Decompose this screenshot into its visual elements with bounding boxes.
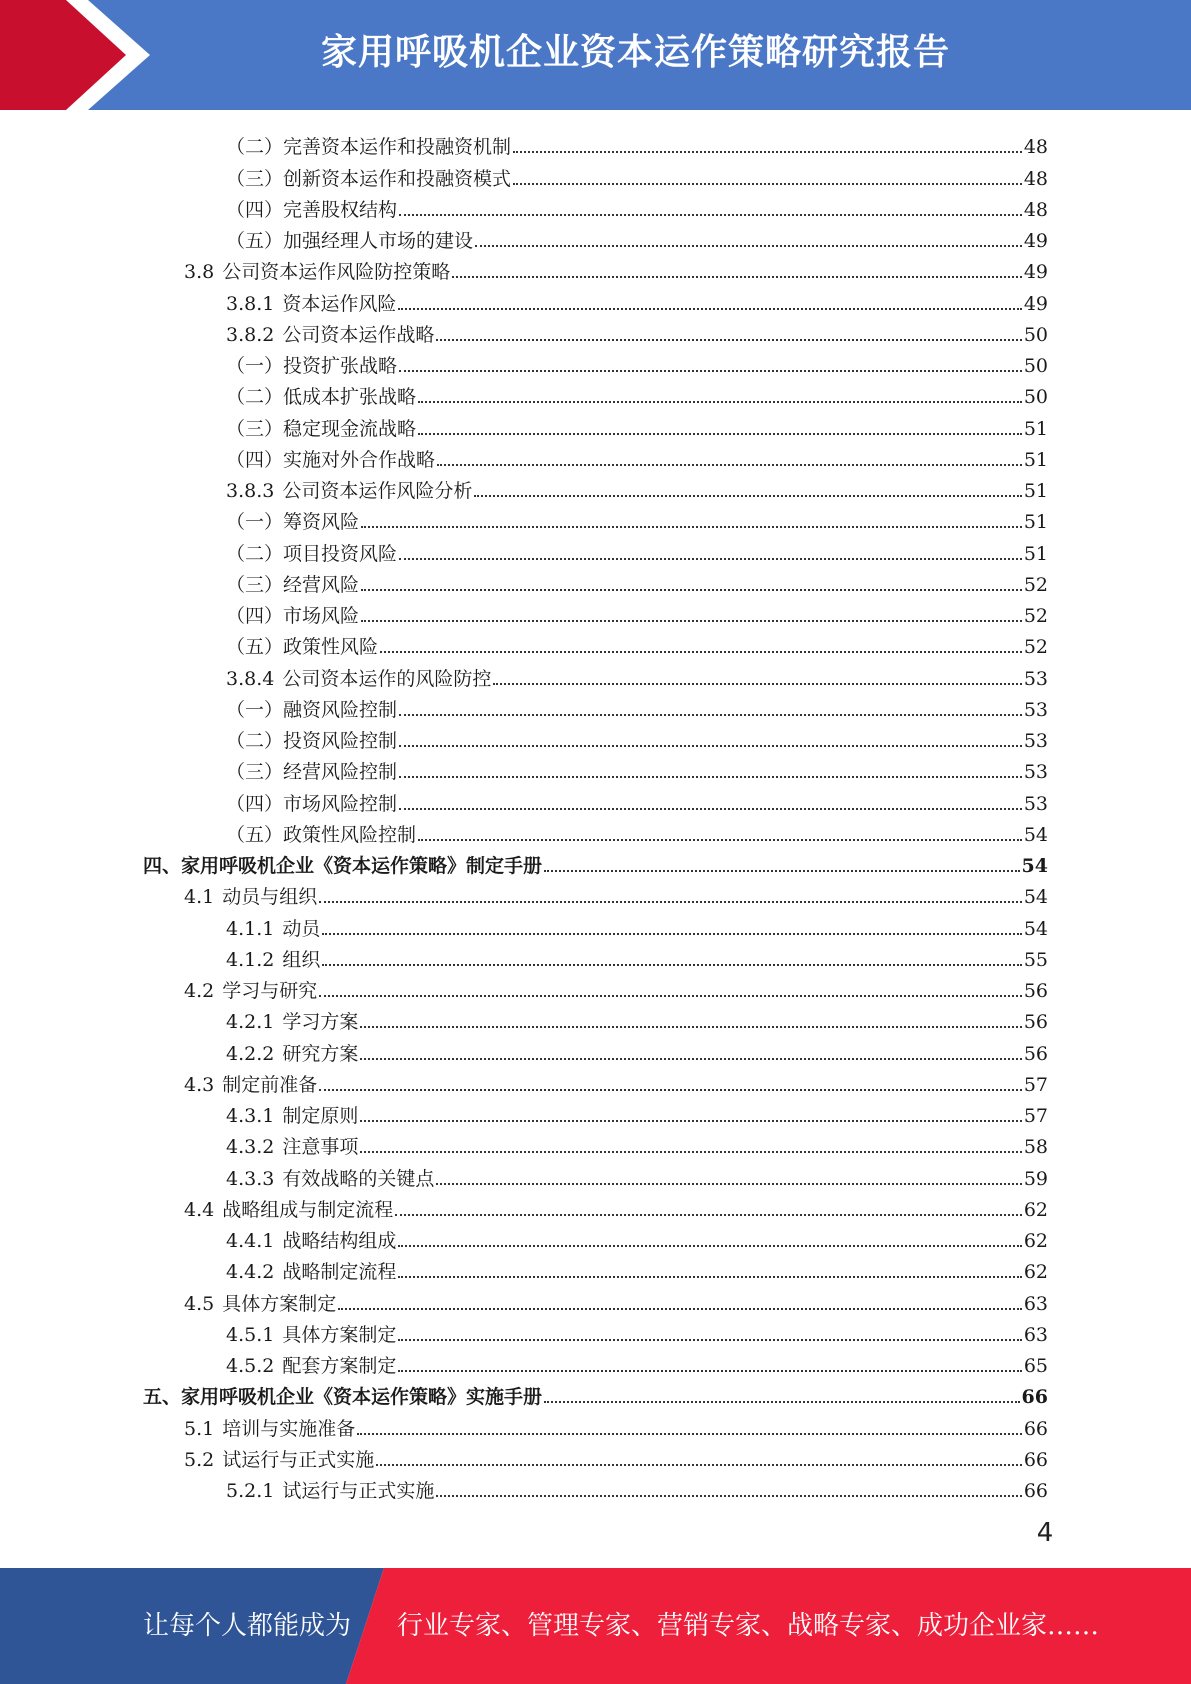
toc-entry-number: 5.1	[184, 1417, 215, 1440]
toc-entry-label	[226, 449, 437, 471]
toc-entry-title: 四、家用呼吸机企业《资本运作策略》制定手册	[143, 855, 543, 877]
toc-entry-title: （二）投资风险控制	[226, 730, 398, 752]
toc-entry-title: 学习与研究	[222, 980, 318, 1002]
toc-entry[interactable]	[0, 721, 1191, 752]
page-number: 4	[1036, 1518, 1054, 1548]
toc-entry[interactable]	[0, 877, 1191, 908]
toc-entry-title: （五）政策性风险控制	[226, 823, 417, 846]
toc-entry[interactable]	[0, 658, 1191, 689]
toc-entry[interactable]	[0, 502, 1191, 533]
toc-entry-page: 51	[1023, 511, 1048, 534]
toc-entry-number: 3.8.2	[226, 323, 275, 346]
toc-dot-leader	[361, 620, 1022, 622]
report-title: 家用呼吸机企业资本运作策略研究报告	[320, 32, 950, 73]
toc-entry-number: 4.2.2	[226, 1042, 275, 1065]
toc-entry-label	[226, 386, 418, 408]
toc-entry-label	[226, 1105, 360, 1127]
toc-entry-label	[226, 1324, 398, 1346]
toc-dot-leader	[493, 683, 1021, 685]
toc-dot-leader	[360, 1026, 1021, 1028]
toc-entry-label	[143, 1386, 544, 1408]
toc-entry[interactable]	[0, 346, 1191, 377]
toc-entry-number: 4.3	[184, 1073, 215, 1096]
toc-entry-page: 49	[1023, 292, 1048, 315]
toc-entry-page: 50	[1023, 355, 1048, 377]
toc-entry-page: 49	[1023, 230, 1048, 252]
toc-entry-label	[184, 1074, 319, 1096]
toc-entry-page: 51	[1023, 448, 1048, 471]
toc-entry-title: （三）创新资本运作和投融资模式	[226, 167, 512, 190]
toc-entry-page: 62	[1023, 1198, 1048, 1221]
toc-entry[interactable]	[0, 1002, 1191, 1033]
toc-entry-title: （三）经营风险控制	[226, 761, 398, 784]
toc-entry-title: 动员与组织	[222, 886, 318, 909]
toc-entry-page: 51	[1023, 417, 1048, 440]
toc-entry-number: 5.2.1	[226, 1480, 275, 1502]
toc-entry-title: 动员	[282, 917, 321, 940]
toc-entry-label	[226, 636, 380, 658]
toc-dot-leader	[452, 276, 1022, 278]
toc-dot-leader	[398, 308, 1021, 310]
toc-entry[interactable]	[0, 971, 1191, 1002]
toc-entry-label	[184, 1199, 395, 1221]
toc-dot-leader	[361, 526, 1022, 528]
toc-dot-leader	[360, 1120, 1021, 1122]
toc-entry-page: 51	[1023, 480, 1048, 502]
toc-entry-title: （二）低成本扩张战略	[226, 386, 417, 409]
toc-entry-page: 65	[1023, 1355, 1048, 1377]
toc-entry-number: 4.2	[184, 980, 215, 1002]
toc-dot-leader	[395, 1214, 1022, 1216]
toc-entry-title: （四）市场风险控制	[226, 792, 398, 815]
toc-entry[interactable]	[0, 1283, 1191, 1314]
toc-entry-title: 注意事项	[282, 1136, 359, 1159]
toc-entry[interactable]	[0, 1408, 1191, 1439]
toc-entry-label	[184, 1293, 338, 1315]
toc-entry-label	[184, 1418, 357, 1440]
toc-entry-page: 66	[1023, 1417, 1048, 1440]
toc-dot-leader	[398, 1339, 1021, 1341]
toc-entry-page: 63	[1023, 1292, 1048, 1315]
toc-entry[interactable]	[0, 221, 1191, 252]
toc-entry-page: 59	[1023, 1167, 1048, 1190]
toc-entry-label	[226, 574, 361, 596]
toc-entry-page: 50	[1023, 386, 1048, 409]
toc-entry-page: 56	[1023, 1042, 1048, 1065]
toc-entry-label	[226, 293, 398, 315]
toc-entry-number: 4.4.2	[226, 1261, 275, 1284]
toc-dot-leader	[399, 776, 1022, 778]
toc-entry[interactable]	[0, 846, 1191, 877]
toc-entry[interactable]	[0, 158, 1191, 189]
toc-entry-title: （三）经营风险	[226, 573, 360, 596]
toc-entry-title: 试运行与正式实施	[222, 1448, 375, 1471]
toc-entry-number: 3.8.4	[226, 667, 275, 690]
toc-entry[interactable]	[0, 783, 1191, 814]
toc-entry-label	[226, 511, 361, 533]
toc-entry-title: （一）融资风险控制	[226, 698, 398, 721]
toc-entry-title: 试运行与正式实施	[282, 1480, 435, 1502]
footer-slogan-right: 行业专家、管理专家、营销专家、战略专家、成功企业家……	[397, 1611, 1100, 1641]
toc-entry-label	[226, 1168, 436, 1190]
toc-entry-title: 资本运作风险	[282, 292, 397, 315]
toc-entry-page: 53	[1023, 730, 1048, 752]
toc-entry[interactable]	[0, 190, 1191, 221]
toc-entry-page: 53	[1023, 667, 1048, 690]
toc-entry[interactable]	[0, 127, 1191, 158]
page-header	[0, 0, 1191, 110]
toc-entry-label	[184, 886, 319, 908]
toc-entry[interactable]	[0, 596, 1191, 627]
toc-entry-title: 配套方案制定	[282, 1355, 397, 1377]
toc-entry-title: （一）筹资风险	[226, 511, 360, 534]
toc-entry-page: 56	[1023, 1011, 1048, 1034]
toc-dot-leader	[399, 370, 1022, 372]
toc-dot-leader	[319, 901, 1022, 903]
toc-entry[interactable]	[0, 1190, 1191, 1221]
toc-entry-title: （三）稳定现金流战略	[226, 417, 417, 440]
toc-entry-label	[226, 199, 399, 221]
toc-entry[interactable]	[0, 690, 1191, 721]
toc-entry[interactable]	[0, 1471, 1191, 1502]
toc-entry-page: 55	[1023, 948, 1048, 971]
toc-entry-title: 组织	[282, 948, 321, 971]
toc-entry-title: 公司资本运作风险防控策略	[222, 261, 451, 284]
toc-entry-label	[226, 136, 513, 158]
toc-entry-title: 五、家用呼吸机企业《资本运作策略》实施手册	[143, 1386, 543, 1409]
footer-slogan-left: 让每个人都能成为	[143, 1611, 352, 1641]
toc-entry-title: 战略组成与制定流程	[222, 1198, 394, 1221]
toc-dot-leader	[361, 589, 1022, 591]
toc-dot-leader	[437, 464, 1022, 466]
toc-entry-page: 56	[1023, 980, 1048, 1002]
toc-entry-label	[226, 1261, 398, 1283]
toc-entry-title: 公司资本运作风险分析	[282, 480, 473, 502]
toc-entry-number: 4.1.1	[226, 917, 275, 940]
toc-entry[interactable]	[0, 1252, 1191, 1283]
toc-entry-number: 4.5.1	[226, 1323, 275, 1346]
toc-entry-page: 54	[1023, 823, 1048, 846]
toc-entry[interactable]	[0, 1158, 1191, 1189]
toc-entry[interactable]	[0, 908, 1191, 939]
toc-entry-label	[226, 543, 399, 565]
toc-entry-number: 4.4	[184, 1198, 215, 1221]
toc-entry[interactable]	[0, 283, 1191, 314]
toc-entry-title: 研究方案	[282, 1042, 359, 1065]
toc-entry-number: 4.2.1	[226, 1011, 275, 1034]
toc-entry-number: 4.3.2	[226, 1136, 275, 1159]
table-of-contents	[0, 127, 1191, 1502]
toc-entry-number: 4.3.3	[226, 1167, 275, 1190]
toc-entry[interactable]	[0, 1096, 1191, 1127]
toc-entry-label	[226, 324, 436, 346]
toc-dot-leader	[475, 245, 1022, 247]
toc-entry-page: 48	[1023, 136, 1048, 159]
toc-entry[interactable]	[0, 1377, 1191, 1408]
toc-entry-page: 48	[1023, 167, 1048, 190]
toc-entry[interactable]	[0, 252, 1191, 283]
toc-entry-page: 52	[1023, 573, 1048, 596]
toc-dot-leader	[319, 995, 1022, 997]
toc-entry-label	[226, 418, 418, 440]
toc-dot-leader	[360, 1151, 1021, 1153]
toc-entry-label	[226, 793, 399, 815]
toc-entry-label	[226, 480, 474, 502]
toc-dot-leader	[513, 183, 1022, 185]
toc-entry-number: 4.3.1	[226, 1105, 275, 1127]
toc-entry-page: 54	[1023, 917, 1048, 940]
toc-entry-title: 学习方案	[282, 1011, 359, 1034]
toc-entry[interactable]	[0, 408, 1191, 439]
toc-dot-leader	[360, 1058, 1021, 1060]
toc-entry-title: （四）实施对外合作战略	[226, 448, 436, 471]
toc-entry-page: 66	[1021, 1386, 1048, 1409]
toc-entry-page: 58	[1023, 1136, 1048, 1159]
toc-entry-label	[226, 1230, 398, 1252]
toc-dot-leader	[513, 151, 1022, 153]
toc-entry-title: 制定原则	[282, 1105, 359, 1127]
toc-entry-page: 49	[1023, 261, 1048, 284]
toc-dot-leader	[319, 1089, 1022, 1091]
page-footer	[0, 1568, 1191, 1684]
toc-entry[interactable]	[0, 940, 1191, 971]
toc-entry-title: （二）项目投资风险	[226, 542, 398, 565]
toc-entry[interactable]	[0, 627, 1191, 658]
toc-entry-label	[226, 761, 399, 783]
toc-dot-leader	[399, 808, 1022, 810]
toc-dot-leader	[399, 745, 1022, 747]
toc-entry[interactable]	[0, 471, 1191, 502]
toc-entry[interactable]	[0, 1346, 1191, 1377]
toc-entry-page: 48	[1023, 198, 1048, 221]
toc-entry-number: 4.1	[184, 886, 215, 909]
toc-entry-number: 5.2	[184, 1448, 215, 1471]
toc-entry-page: 53	[1023, 792, 1048, 815]
toc-entry-page: 51	[1023, 542, 1048, 565]
toc-entry-label	[226, 1355, 398, 1377]
toc-entry-number: 3.8.3	[226, 480, 275, 502]
toc-entry-title: （二）完善资本运作和投融资机制	[226, 136, 512, 159]
toc-dot-leader	[399, 214, 1022, 216]
toc-entry-label	[226, 949, 322, 971]
toc-entry-number: 4.5	[184, 1292, 215, 1315]
toc-entry[interactable]	[0, 752, 1191, 783]
toc-entry-page: 63	[1023, 1323, 1048, 1346]
toc-dot-leader	[357, 1433, 1022, 1435]
toc-entry-title: （一）投资扩张战略	[226, 355, 398, 377]
toc-entry-page: 54	[1021, 855, 1048, 877]
toc-entry-title: 具体方案制定	[282, 1323, 397, 1346]
toc-entry[interactable]	[0, 533, 1191, 564]
toc-entry-label	[143, 855, 544, 877]
toc-entry[interactable]	[0, 1440, 1191, 1471]
toc-entry-title: 公司资本运作的风险防控	[282, 667, 492, 690]
toc-entry-title: 战略结构组成	[282, 1230, 397, 1252]
toc-entry-label	[184, 261, 452, 283]
toc-entry-label	[226, 699, 399, 721]
toc-entry-label	[226, 1043, 360, 1065]
toc-entry-label	[226, 1480, 436, 1502]
toc-dot-leader	[399, 714, 1022, 716]
toc-dot-leader	[544, 1401, 1020, 1403]
toc-entry-page: 50	[1023, 323, 1048, 346]
toc-entry-page: 57	[1023, 1073, 1048, 1096]
toc-dot-leader	[338, 1308, 1022, 1310]
toc-entry-page: 66	[1023, 1448, 1048, 1471]
toc-entry-title: （五）政策性风险	[226, 636, 379, 659]
toc-entry-label	[226, 605, 361, 627]
toc-dot-leader	[418, 839, 1022, 841]
toc-entry-title: 培训与实施准备	[222, 1417, 356, 1440]
toc-entry-label	[226, 668, 493, 690]
toc-entry-label	[226, 168, 513, 190]
toc-dot-leader	[398, 1276, 1021, 1278]
toc-entry[interactable]	[0, 1127, 1191, 1158]
toc-dot-leader	[398, 1370, 1021, 1372]
toc-entry-label	[226, 355, 399, 377]
toc-entry[interactable]	[0, 1065, 1191, 1096]
toc-entry-label	[226, 918, 322, 940]
toc-entry-label	[226, 1136, 360, 1158]
toc-entry[interactable]	[0, 1033, 1191, 1064]
toc-entry-number: 4.1.2	[226, 948, 275, 971]
toc-dot-leader	[474, 495, 1021, 497]
toc-dot-leader	[418, 401, 1022, 403]
toc-dot-leader	[322, 933, 1021, 935]
toc-dot-leader	[436, 339, 1021, 341]
toc-entry-number: 4.4.1	[226, 1230, 275, 1252]
toc-entry[interactable]	[0, 1315, 1191, 1346]
toc-entry-title: （四）完善股权结构	[226, 198, 398, 221]
toc-entry-page: 53	[1023, 761, 1048, 784]
toc-entry[interactable]	[0, 1221, 1191, 1252]
toc-dot-leader	[436, 1183, 1021, 1185]
toc-entry-label	[184, 1449, 376, 1471]
toc-entry-page: 53	[1023, 698, 1048, 721]
toc-entry-title: （四）市场风险	[226, 605, 360, 627]
toc-entry[interactable]	[0, 815, 1191, 846]
toc-entry-page: 57	[1023, 1105, 1048, 1127]
toc-entry[interactable]	[0, 315, 1191, 346]
toc-dot-leader	[398, 1245, 1021, 1247]
toc-entry-page: 62	[1023, 1261, 1048, 1284]
toc-entry-label	[226, 730, 399, 752]
toc-entry-page: 54	[1023, 886, 1048, 909]
toc-dot-leader	[322, 964, 1021, 966]
toc-entry-title: 制定前准备	[222, 1073, 318, 1096]
toc-entry-title: （五）加强经理人市场的建设	[226, 230, 474, 252]
toc-dot-leader	[544, 870, 1020, 872]
toc-entry-number: 4.5.2	[226, 1355, 275, 1377]
toc-entry[interactable]	[0, 440, 1191, 471]
toc-entry-title: 有效战略的关键点	[282, 1167, 435, 1190]
toc-dot-leader	[418, 433, 1022, 435]
toc-entry-page: 62	[1023, 1230, 1048, 1252]
toc-dot-leader	[436, 1495, 1021, 1497]
toc-entry-label	[226, 1011, 360, 1033]
toc-entry-label	[226, 824, 418, 846]
toc-entry-label	[226, 230, 475, 252]
toc-entry-page: 52	[1023, 636, 1048, 659]
toc-entry-page: 66	[1023, 1480, 1048, 1502]
toc-entry-title: 公司资本运作战略	[282, 323, 435, 346]
toc-entry-label	[184, 980, 319, 1002]
toc-entry[interactable]	[0, 565, 1191, 596]
toc-entry-page: 52	[1023, 605, 1048, 627]
toc-entry-title: 具体方案制定	[222, 1292, 337, 1315]
toc-dot-leader	[399, 558, 1022, 560]
toc-dot-leader	[380, 651, 1022, 653]
toc-entry-title: 战略制定流程	[282, 1261, 397, 1284]
toc-entry[interactable]	[0, 377, 1191, 408]
toc-entry-number: 3.8	[184, 261, 215, 284]
toc-dot-leader	[376, 1464, 1022, 1466]
toc-entry-number: 3.8.1	[226, 292, 275, 315]
